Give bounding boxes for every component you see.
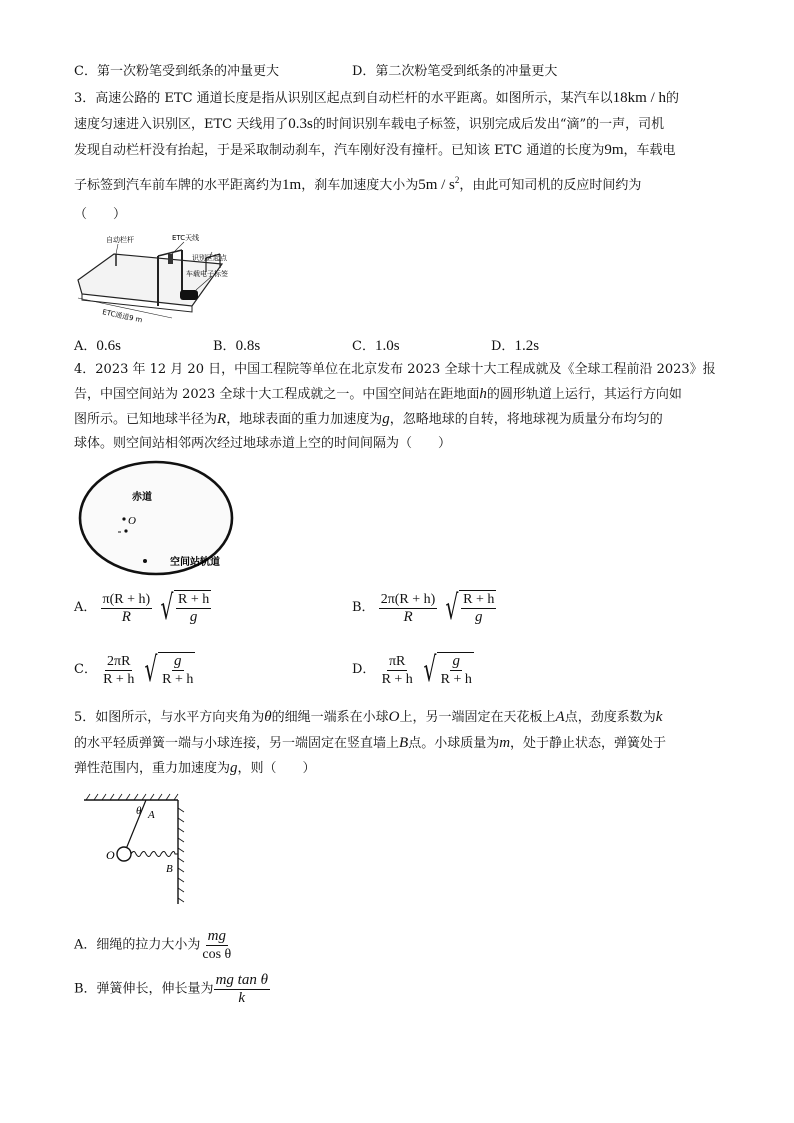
option-c-prev: C．第一次粉笔受到纸条的冲量更大 (74, 64, 279, 79)
q3-line-1 (74, 88, 679, 109)
q3-text: 的时间识别车载电子标签，识别完成后发出“滴”的一声，司机 (312, 117, 665, 132)
label-theta: θ (136, 805, 142, 817)
q3-text: 的 (666, 91, 680, 106)
center-dot (122, 517, 125, 520)
q3-option-c: C．1.0s (352, 338, 400, 354)
q5-option-b: B．弹簧伸长，伸长量为 $\frac{\text{mg tan θ}}{k}$ (74, 972, 268, 1006)
label-equator: 赤道 (132, 492, 152, 503)
orbit-figure (76, 458, 236, 578)
station-dot (124, 529, 127, 532)
q3-text: 子标签到汽车前车牌的水平距离约为 (74, 178, 283, 193)
q4-line-4: 球体。则空间站相邻两次经过地球赤道上空的时间间隔为（ ） (74, 436, 452, 451)
q4-option-c: C． $\frac{2\pi R}{R + h}$ √ $\frac{g}{R + h}$ (74, 650, 194, 690)
option-d-prev: D．第二次粉笔受到纸条的冲量更大 (352, 64, 558, 79)
q3-line-4 (74, 170, 641, 196)
car-icon (180, 290, 198, 300)
q3-text: ，刹车加速度大小为 (301, 178, 419, 193)
q4-option-b: B． $\frac{2\pi(R + h)}{R}$ √ $\frac{R + h}{g}$ (352, 588, 495, 628)
q4-g: g (382, 411, 390, 427)
q3-length: 9m (604, 142, 624, 158)
antenna-unit (168, 254, 173, 264)
label-antenna: ETC天线 (172, 234, 200, 242)
label-orbit: 空间站轨道 (170, 557, 220, 568)
spring (131, 852, 178, 857)
label-a: A (148, 809, 155, 821)
etc-channel-figure (72, 232, 228, 324)
q4-line-1: 4．2023 年 12 月 20 日，中国工程院等单位在北京发布 2023 全球十大工程成就及《全球工程前沿 2023》报 (74, 362, 716, 377)
q3-text: ，车载电 (623, 143, 676, 158)
q5-line-1: 5．如图所示，与水平方向夹角为θ的细绳一端系在小球O上，另一端固定在天花板上A点，劲度系数为k (74, 709, 663, 725)
label-b: B (166, 863, 173, 875)
q5-option-a: A．细绳的拉力大小为 $\frac{mg}{\text{cos θ}}$ (74, 928, 232, 962)
q3-option-a: A．0.6s (74, 338, 121, 354)
q4-option-d: D． $\frac{\pi R}{R + h}$ √ $\frac{g}{R + h}$ (352, 650, 472, 690)
q3-text: 发现自动栏杆没有抬起，于是采取制动刹车，汽车刚好没有撞杆。已知该 ETC 通道的长度为 (74, 143, 605, 158)
spring-figure (78, 792, 190, 910)
q3-answer-blank: （ ） (74, 207, 127, 222)
label-o: O (106, 848, 115, 862)
q5-line-2: 的水平轻质弹簧一端与小球连接，另一端固定在竖直墙上B点。小球质量为m，处于静止状态，弹簧处于 (74, 735, 667, 751)
q3-time: 0.3s (288, 116, 313, 132)
label-channel: ETC通道9 m (101, 308, 144, 324)
label-o: O (128, 515, 136, 527)
q3-text: 3．高速公路的 ETC 通道长度是指从识别区起点到自动栏杆的水平距离。如图所示，某汽车以 (74, 91, 613, 106)
string (124, 800, 146, 854)
marker-dot (143, 559, 147, 563)
q4-r: R (217, 411, 227, 427)
q3-line-3 (74, 140, 676, 161)
q4-option-a: A． $\frac{\pi(R + h)}{R}$ √ $\frac{R + h}{g}$ (74, 588, 210, 628)
q5-line-3: 弹性范围内，重力加速度为g，则（ ） (74, 760, 316, 776)
q3-distance: 1m (282, 177, 302, 193)
ball (117, 847, 131, 861)
q3-text: 速度匀速进入识别区，ETC 天线用了 (74, 117, 289, 132)
q4-line-3: 图所示。已知地球半径为R，地球表面的重力加速度为g，忽略地球的自转，将地球视为质量分布均匀的 (74, 411, 663, 427)
q3-speed: 18km / h (612, 90, 666, 106)
q3-line-2 (74, 114, 664, 135)
label-gate: 自动栏杆 (106, 236, 134, 244)
label-zone: 识别区起点 (192, 254, 227, 262)
q4-h: h (479, 386, 487, 402)
q4-line-2: 告，中国空间站为 2023 全球十大工程成就之一。中国空间站在距地面h的圆形轨道上运行，其运行方向如 (74, 386, 682, 402)
q3-option-d: D．1.2s (491, 338, 540, 354)
label-tag: 车载电子标签 (186, 270, 228, 278)
q3-text: ，由此可知司机的反应时间约为 (459, 178, 642, 193)
q3-option-b: B．0.8s (213, 338, 261, 354)
q3-accel: $5m / s^2$ (418, 175, 460, 193)
